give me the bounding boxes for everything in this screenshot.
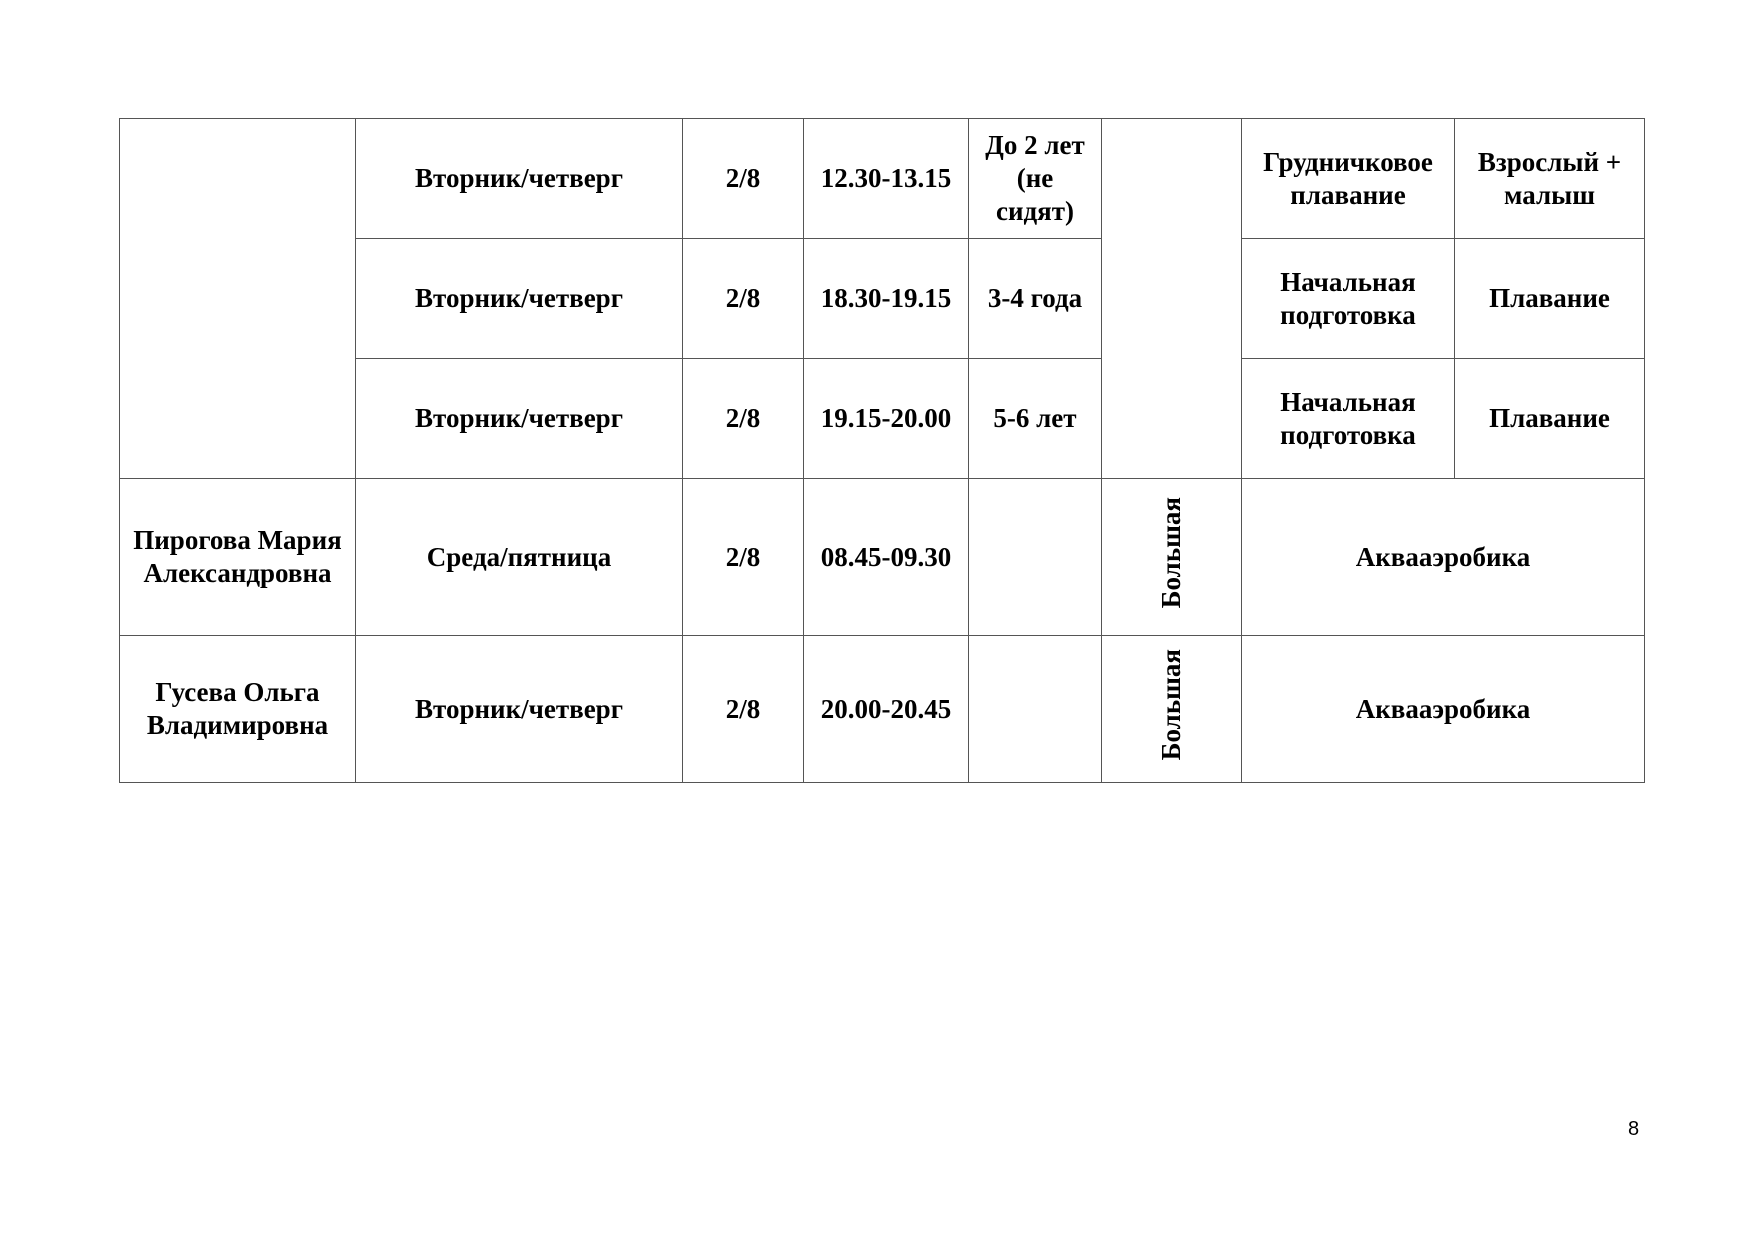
table-row — [120, 119, 1645, 239]
frequency-cell: 2/8 — [683, 359, 804, 479]
age-cell — [969, 479, 1102, 636]
frequency-cell: 2/8 — [683, 636, 804, 783]
program-cell: Начальная подготовка — [1242, 239, 1455, 359]
pool-cell — [1102, 479, 1242, 636]
time-cell: 20.00-20.45 — [804, 636, 969, 783]
time-cell: 18.30-19.15 — [804, 239, 969, 359]
days-cell: Вторник/четверг — [356, 636, 683, 783]
instructor-cell: Гусева Ольга Владимировна — [120, 636, 356, 783]
table-row — [120, 636, 1645, 783]
age-cell: 3-4 года — [969, 239, 1102, 359]
time-cell: 08.45-09.30 — [804, 479, 969, 636]
pool-label: Большая — [1156, 497, 1186, 609]
type-cell: Взрослый + малыш — [1455, 119, 1645, 239]
type-cell: Плавание — [1455, 359, 1645, 479]
type-cell: Плавание — [1455, 239, 1645, 359]
days-cell: Вторник/четверг — [356, 119, 683, 239]
frequency-cell: 2/8 — [683, 239, 804, 359]
frequency-cell: 2/8 — [683, 479, 804, 636]
page-number: 8 — [1628, 1118, 1640, 1140]
time-cell: 19.15-20.00 — [804, 359, 969, 479]
pool-cell — [1102, 636, 1242, 783]
instructor-cell: Пирогова Мария Александровна — [120, 479, 356, 636]
pool-cell — [1102, 119, 1242, 479]
table-row — [120, 479, 1645, 636]
program-cell: Аквааэробика — [1242, 636, 1645, 783]
days-cell: Вторник/четверг — [356, 239, 683, 359]
pool-label: Большая — [1156, 649, 1186, 761]
age-cell: До 2 лет (не сидят) — [969, 119, 1102, 239]
program-cell: Начальная подготовка — [1242, 359, 1455, 479]
schedule-table — [119, 118, 1645, 783]
program-cell: Грудничковое плавание — [1242, 119, 1455, 239]
frequency-cell: 2/8 — [683, 119, 804, 239]
time-cell: 12.30-13.15 — [804, 119, 969, 239]
instructor-cell — [120, 119, 356, 479]
age-cell: 5-6 лет — [969, 359, 1102, 479]
days-cell: Среда/пятница — [356, 479, 683, 636]
age-cell — [969, 636, 1102, 783]
program-cell: Аквааэробика — [1242, 479, 1645, 636]
days-cell: Вторник/четверг — [356, 359, 683, 479]
